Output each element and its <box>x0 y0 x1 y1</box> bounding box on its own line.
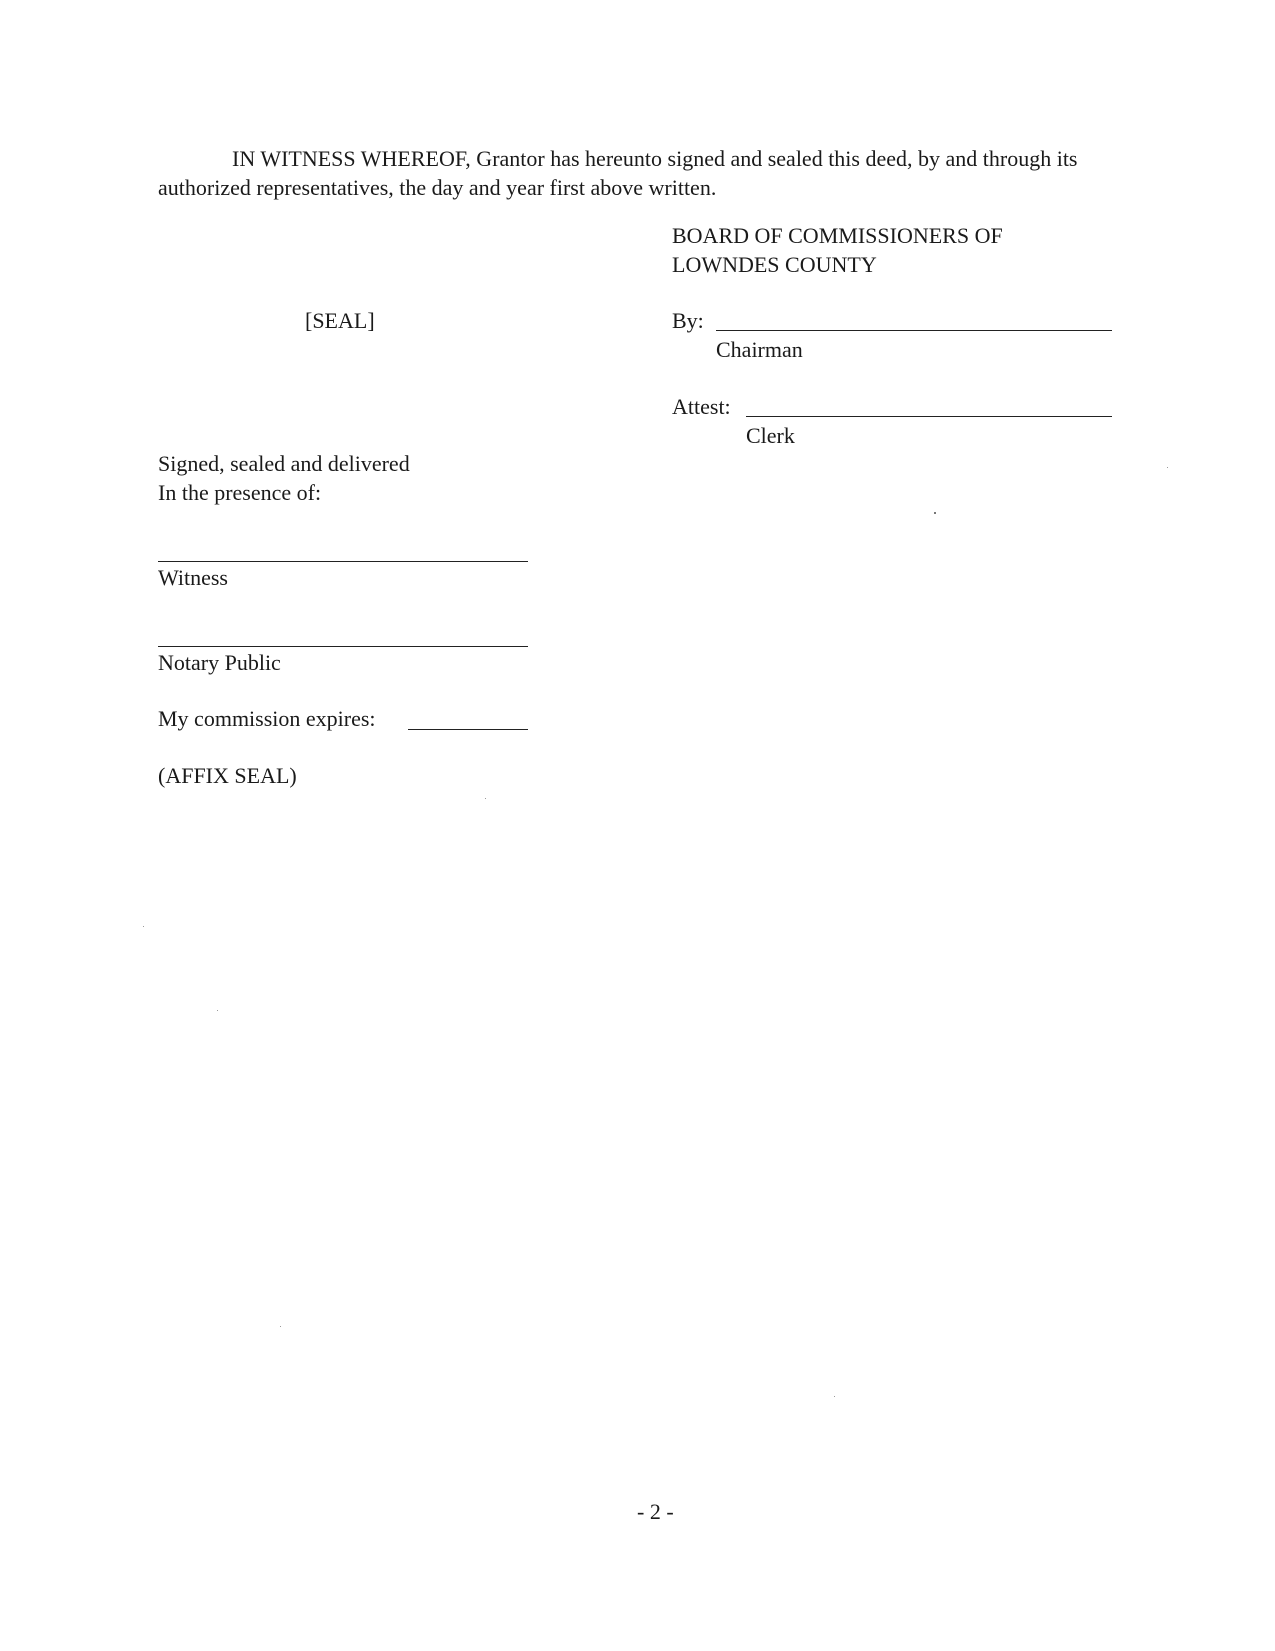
witness-clause-line-1: IN WITNESS WHEREOF, Grantor has hereunto signed and sealed this deed, by and through its <box>232 146 1078 171</box>
presence-line-2: In the presence of: <box>158 480 322 505</box>
scan-speck <box>934 512 936 514</box>
seal-placeholder: [SEAL] <box>305 308 375 333</box>
witness-label: Witness <box>158 565 228 590</box>
witness-clause-line-2: authorized representatives, the day and year first above written. <box>158 175 717 200</box>
chairman-title: Chairman <box>716 337 803 362</box>
attest-label: Attest: <box>672 394 731 419</box>
notary-label: Notary Public <box>158 650 281 675</box>
page-number: - 2 - <box>637 1499 674 1524</box>
scan-speck <box>485 798 486 799</box>
by-label: By: <box>672 308 704 333</box>
affix-seal-label: (AFFIX SEAL) <box>158 763 297 788</box>
commission-expires-line <box>408 729 528 730</box>
commission-expires-label: My commission expires: <box>158 706 376 731</box>
grantor-name-line-1: BOARD OF COMMISSIONERS OF <box>672 223 1003 248</box>
scan-speck <box>1167 467 1168 468</box>
witness-signature-line <box>158 561 528 562</box>
clerk-title: Clerk <box>746 423 795 448</box>
chairman-signature-line <box>716 330 1112 331</box>
grantor-name-line-2: LOWNDES COUNTY <box>672 252 877 277</box>
scan-speck <box>280 1326 281 1327</box>
clerk-signature-line <box>746 416 1112 417</box>
scan-speck <box>834 1396 835 1397</box>
scan-speck <box>143 926 144 927</box>
notary-signature-line <box>158 646 528 647</box>
scan-speck <box>217 1010 218 1011</box>
presence-line-1: Signed, sealed and delivered <box>158 451 410 476</box>
